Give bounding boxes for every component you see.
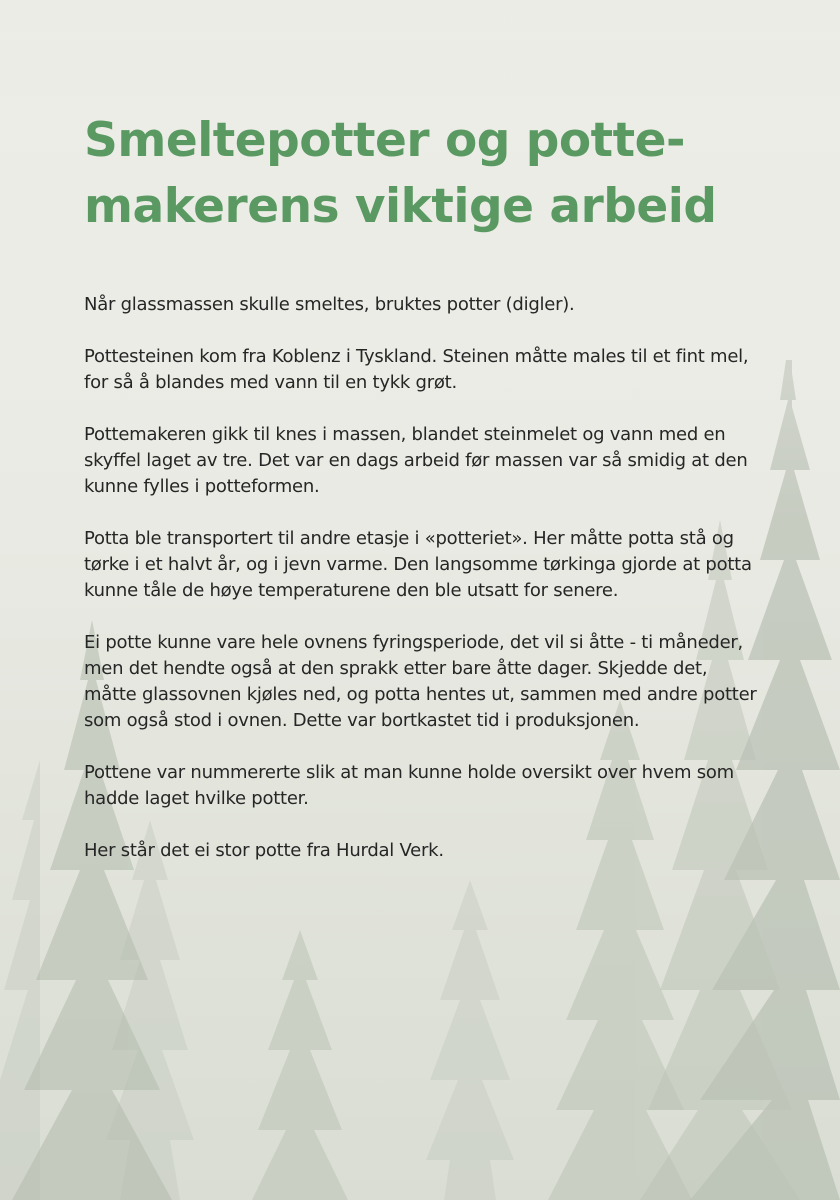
paragraph: Ei potte kunne vare hele ovnens fyringsperiode, det vil si åtte - ti måneder, men det hendte også at den sprakk etter bare åtte dager. Skjedde det, måtte glassovnen kjøles ned, og potta hentes ut, sammen med andre potter som også stod i ovnen. Dette var bortkastet tid i produksjonen.: [84, 632, 757, 731]
paragraph: Pottesteinen kom fra Koblenz i Tyskland. Steinen måtte males til et fint mel, for så å blandes med vann til en tykk grøt.: [84, 346, 749, 393]
paragraph: Her står det ei stor potte fra Hurdal Verk.: [84, 840, 444, 861]
page-title: Smeltepotter og potte-makerens viktige arbeid: [84, 113, 717, 234]
paragraph: Potta ble transportert til andre etasje i «potteriet». Her måtte potta stå og tørke i et halvt år, og i jevn varme. Den langsomme tørkinga gjorde at potta kunne tåle de høye temperaturene den ble utsatt for senere.: [84, 528, 752, 601]
paragraph: Pottene var nummererte slik at man kunne holde oversikt over hvem som hadde laget hvilke potter.: [84, 762, 734, 809]
article: [84, 108, 764, 890]
paragraph: Når glassmassen skulle smeltes, bruktes potter (digler).: [84, 294, 575, 315]
paragraph: Pottemakeren gikk til knes i massen, blandet steinmelet og vann med en skyffel laget av tre. Det var en dags arbeid før massen var så smidig at den kunne fylles i potteformen.: [84, 424, 748, 497]
article-body: [84, 292, 764, 864]
